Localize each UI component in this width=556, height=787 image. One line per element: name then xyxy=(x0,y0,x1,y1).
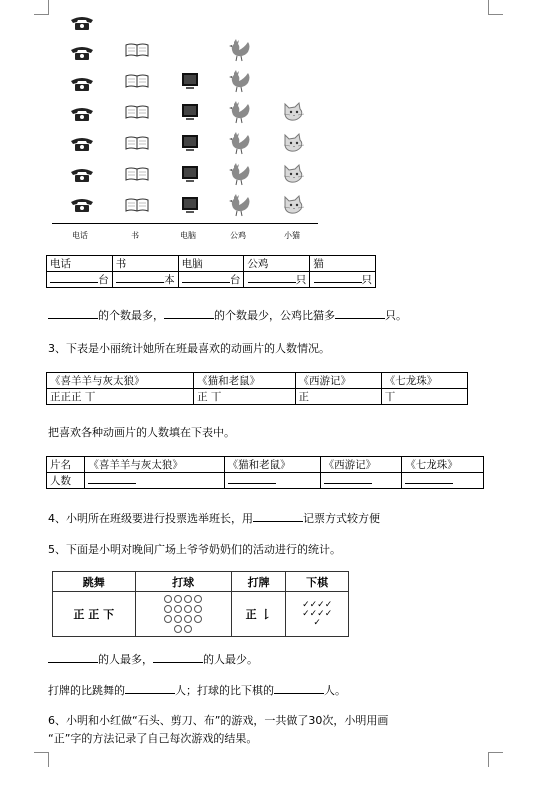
q3-tally-cell: 正 丅 xyxy=(194,389,295,405)
pictograph-column-rooster xyxy=(220,8,260,220)
q3-fill-header: 片名 xyxy=(47,457,85,473)
count-table-answer-cell: 台 xyxy=(47,272,113,288)
q3-header: 《喜羊羊与灰太狼》 xyxy=(47,373,194,389)
telephone-icon xyxy=(62,99,102,129)
pictograph-label-rooster: 公鸡 xyxy=(230,231,246,240)
ball-circle-icon xyxy=(174,625,182,633)
telephone-icon xyxy=(62,159,102,189)
pictograph-column-cat xyxy=(274,8,314,220)
telephone-icon xyxy=(62,8,102,38)
count-table xyxy=(46,255,376,288)
count-table-header: 电脑 xyxy=(178,256,244,272)
chess-check-row: ✓✓✓✓ xyxy=(302,608,333,619)
crop-mark-bottom-left xyxy=(34,752,49,767)
book-icon xyxy=(117,34,157,65)
computer-monitor-icon xyxy=(170,158,210,189)
pictograph-label-book: 书 xyxy=(131,231,139,240)
pictograph-label-computer: 电脑 xyxy=(180,231,196,240)
q3-fill-answer-cell xyxy=(85,473,224,489)
q4-line: 4、小明所在班级要进行投票选举班长，用 记票方式较方便 xyxy=(48,512,380,525)
ball-circle-icon xyxy=(184,605,192,613)
q5-title: 5、下面是小明对晚间广场上爷爷奶奶们的活动进行的统计。 xyxy=(48,543,341,556)
computer-monitor-icon xyxy=(170,65,210,96)
q5-activity-table xyxy=(52,571,349,637)
count-table-header: 电话 xyxy=(47,256,113,272)
telephone-icon xyxy=(62,190,102,220)
ball-circle-icon xyxy=(164,605,172,613)
q3-fill-answer-cell xyxy=(402,473,484,489)
q3-header: 《猫和老鼠》 xyxy=(194,373,295,389)
ball-circle-icon xyxy=(184,595,192,603)
pictograph-column-computer xyxy=(170,8,210,220)
chess-checks xyxy=(286,592,349,637)
count-table-header: 猫 xyxy=(310,256,376,272)
cat-icon xyxy=(274,96,314,127)
count-table-answer-cell: 只 xyxy=(310,272,376,288)
rooster-icon xyxy=(220,96,260,127)
telephone-icon xyxy=(62,129,102,159)
count-table-answer-cell: 只 xyxy=(244,272,310,288)
telephone-icon xyxy=(62,69,102,99)
pictograph-baseline xyxy=(52,223,318,224)
q6-line1: 6、小明和小红做“石头、剪刀、布”的游戏，一共做了30次，小明用画 xyxy=(48,714,389,727)
q5-header: 打牌 xyxy=(231,572,285,592)
q2-line: 的个数最多， 的个数最少，公鸡比猫多 只。 xyxy=(48,307,407,323)
q3-tally-cell: 丅 xyxy=(381,389,467,405)
ball-circle-icon xyxy=(164,595,172,603)
book-icon xyxy=(117,158,157,189)
q3-fill-header: 《七龙珠》 xyxy=(402,457,484,473)
crop-mark-bottom-right xyxy=(488,752,503,767)
q3-tally-table xyxy=(46,372,468,405)
q5-header: 跳舞 xyxy=(53,572,136,592)
rooster-icon xyxy=(220,158,260,189)
pictograph-column-phone xyxy=(62,8,102,220)
q3-fill-answer-cell xyxy=(320,473,402,489)
dance-tally: 正 正 下 xyxy=(53,592,136,637)
q5-line2: 打牌的比跳舞的 人；打球的比下棋的 人。 xyxy=(48,684,346,697)
q5-header: 下棋 xyxy=(286,572,349,592)
ball-circles xyxy=(135,592,231,637)
ball-circle-icon xyxy=(184,625,192,633)
q3-fill-table xyxy=(46,456,484,489)
count-table-header: 书 xyxy=(112,256,178,272)
q3-header: 《西游记》 xyxy=(295,373,381,389)
crop-mark-top-right xyxy=(488,0,503,15)
ball-circle-icon xyxy=(194,615,202,623)
q3-fill-row-label: 人数 xyxy=(47,473,85,489)
crop-mark-top-left xyxy=(34,0,49,15)
computer-monitor-icon xyxy=(170,127,210,158)
q3-tally-cell: 正正正 丅 xyxy=(47,389,194,405)
pictograph xyxy=(52,8,322,243)
q5-header: 打球 xyxy=(135,572,231,592)
book-icon xyxy=(117,189,157,220)
rooster-icon xyxy=(220,34,260,65)
q3-fill-header: 《猫和老鼠》 xyxy=(224,457,320,473)
pictograph-label-cat: 小猫 xyxy=(284,231,300,240)
cat-icon xyxy=(274,189,314,220)
q3-header: 《七龙珠》 xyxy=(381,373,467,389)
count-table-answer-cell: 台 xyxy=(178,272,244,288)
book-icon xyxy=(117,127,157,158)
ball-circle-icon xyxy=(174,615,182,623)
q3-instruction: 把喜欢各种动画片的人数填在下表中。 xyxy=(48,426,235,439)
count-table-answer-cell: 本 xyxy=(112,272,178,288)
chess-check-row: ✓✓✓✓ xyxy=(302,599,333,610)
cat-icon xyxy=(274,158,314,189)
ball-circle-icon xyxy=(174,595,182,603)
ball-circle-icon xyxy=(194,605,202,613)
q5-line1: 的人最多， 的人最少。 xyxy=(48,651,258,667)
cards-tally: 正 𠄌 xyxy=(231,592,285,637)
q3-tally-cell: 正 xyxy=(295,389,381,405)
ball-circle-icon xyxy=(194,595,202,603)
q6-line2: “正”字的方法记录了自己每次游戏的结果。 xyxy=(48,732,258,745)
rooster-icon xyxy=(220,127,260,158)
ball-circle-icon xyxy=(174,605,182,613)
rooster-icon xyxy=(220,189,260,220)
q3-fill-header: 《西游记》 xyxy=(320,457,402,473)
chess-check-row: ✓ xyxy=(313,617,321,628)
cat-icon xyxy=(274,127,314,158)
computer-monitor-icon xyxy=(170,96,210,127)
book-icon xyxy=(117,65,157,96)
ball-circle-icon xyxy=(164,615,172,623)
ball-circle-icon xyxy=(184,615,192,623)
q3-fill-header: 《喜羊羊与灰太狼》 xyxy=(85,457,224,473)
q3-title: 3、下表是小丽统计她所在班最喜欢的动画片的人数情况。 xyxy=(48,342,330,355)
computer-monitor-icon xyxy=(170,189,210,220)
rooster-icon xyxy=(220,65,260,96)
telephone-icon xyxy=(62,38,102,68)
count-table-header: 公鸡 xyxy=(244,256,310,272)
book-icon xyxy=(117,96,157,127)
pictograph-column-book xyxy=(117,8,157,220)
pictograph-label-phone: 电话 xyxy=(72,231,88,240)
q3-fill-answer-cell xyxy=(224,473,320,489)
